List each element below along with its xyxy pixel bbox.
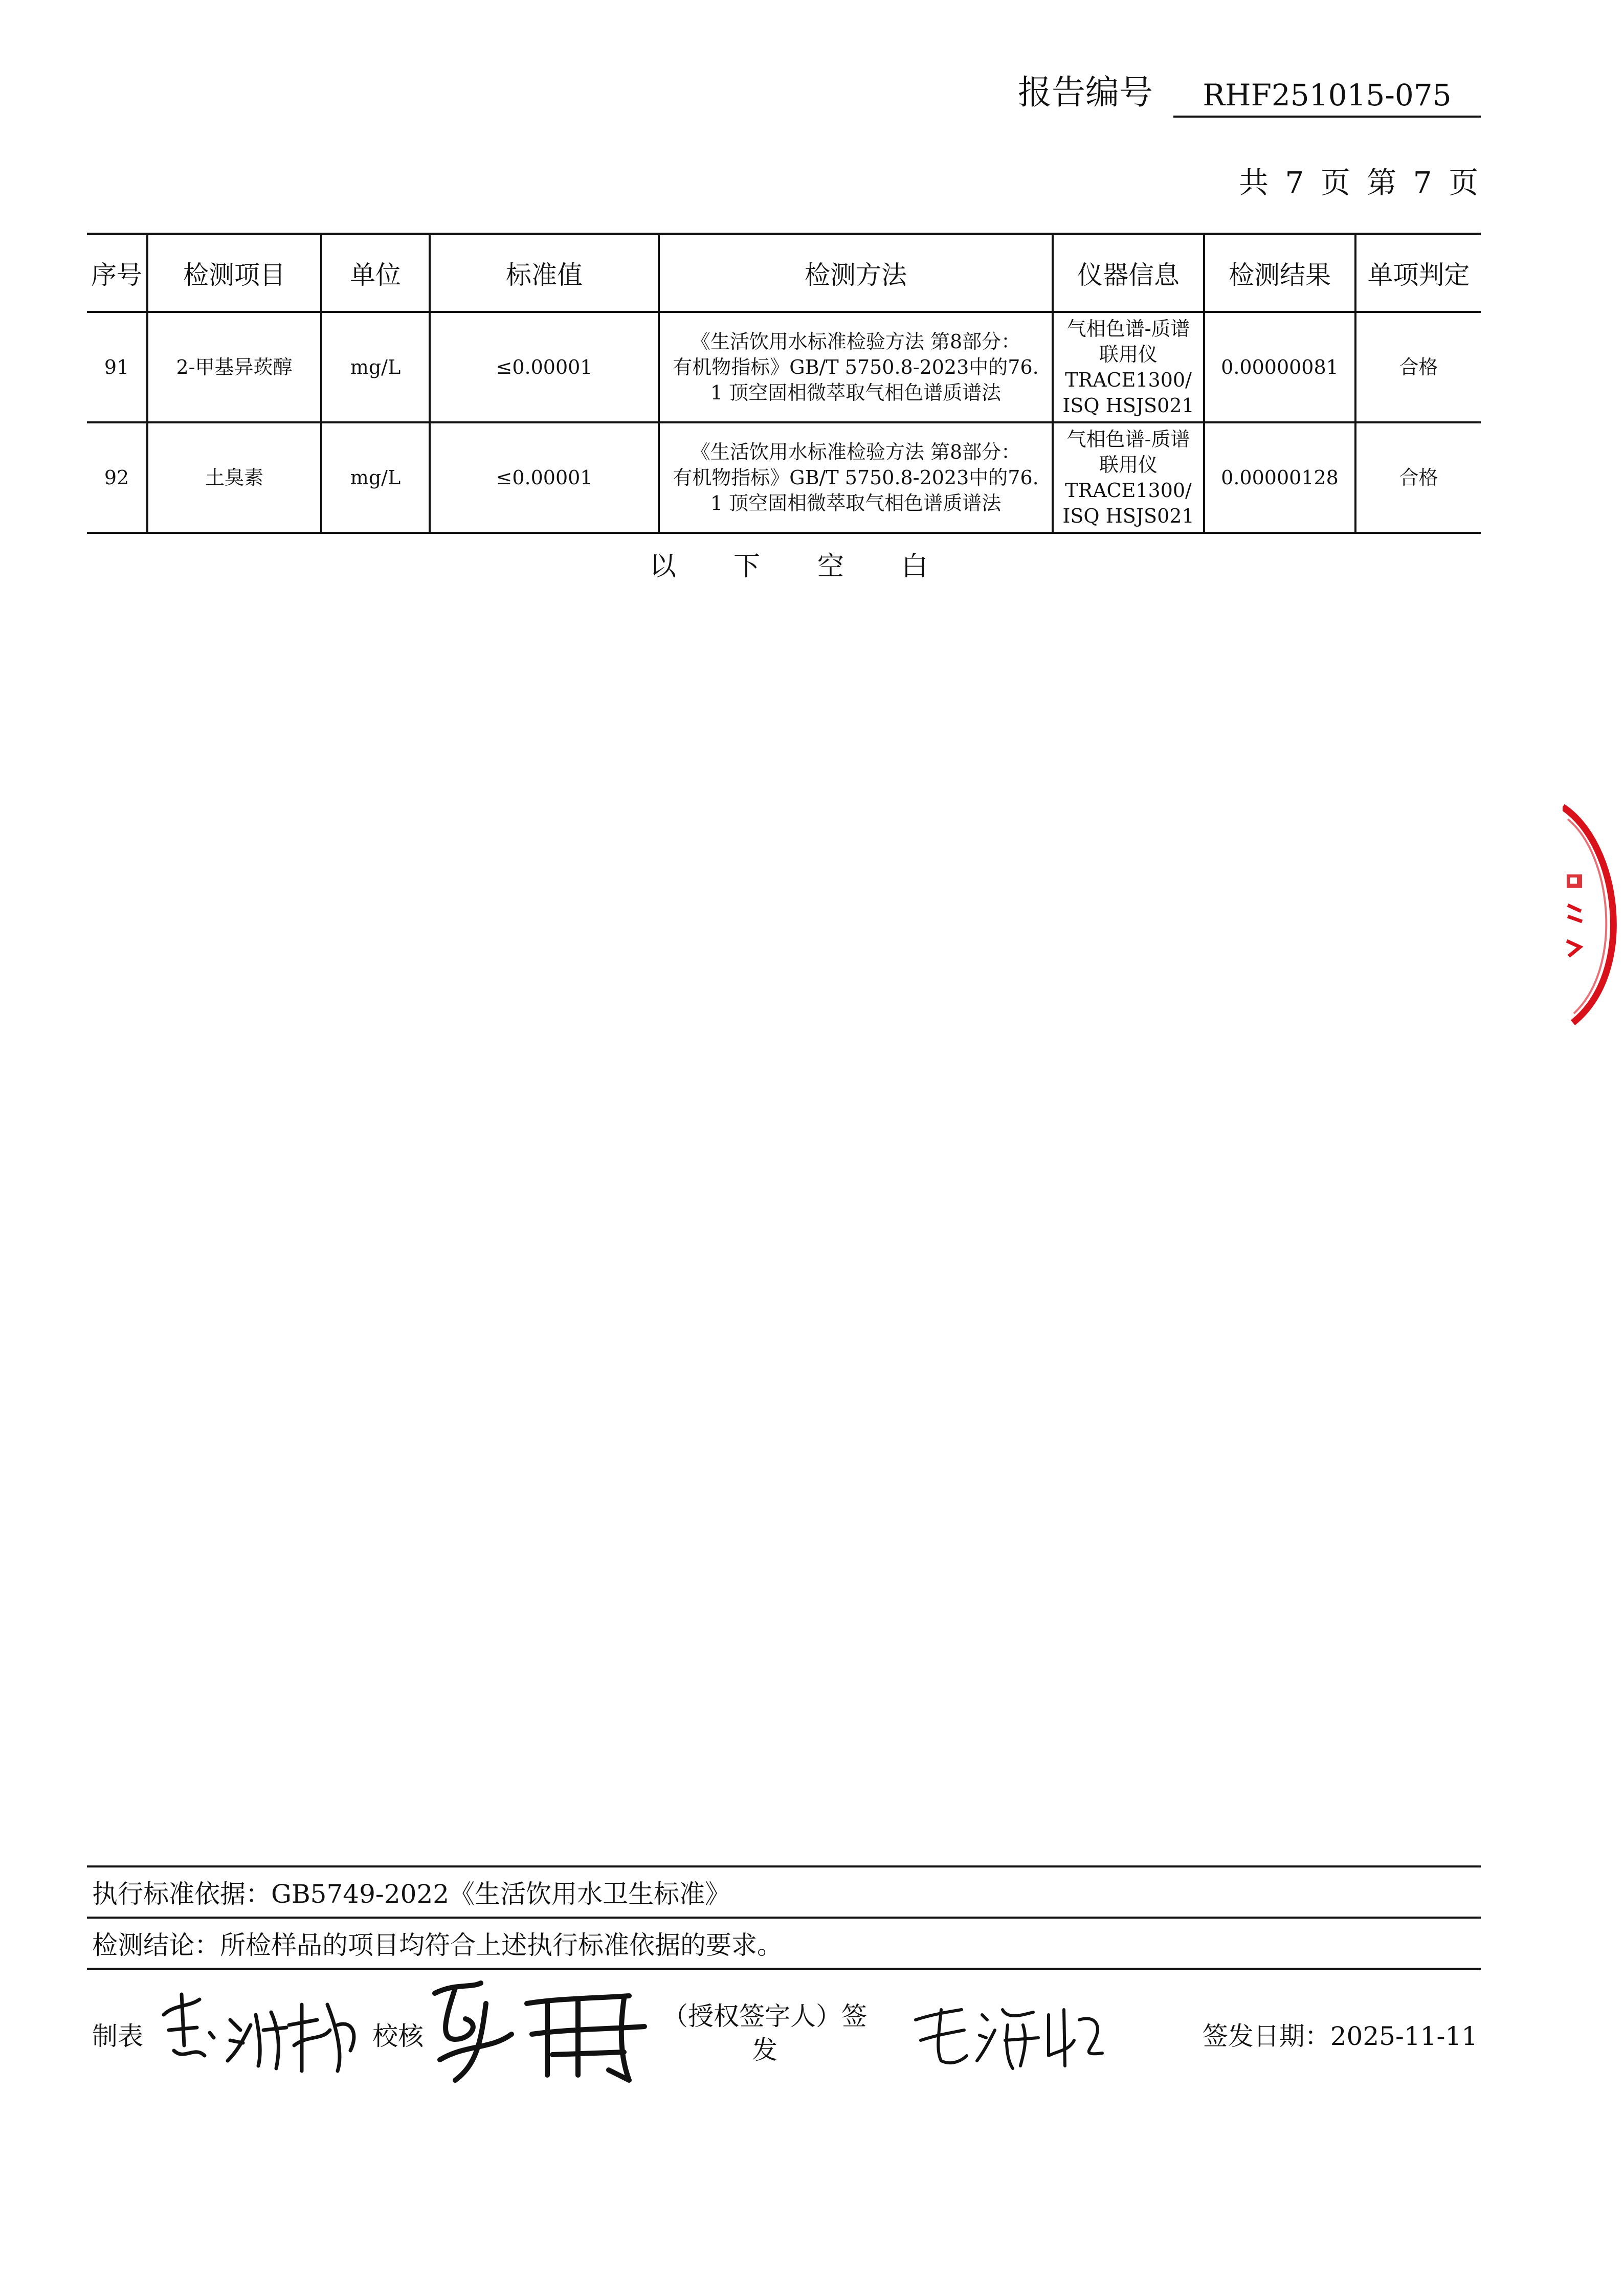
method-line: 有机物指标》GB/T 5750.8-2023中的76. [673, 356, 1039, 378]
issuer-label-line: （授权签字人）签 [662, 2001, 867, 2031]
cell-limit: ≤0.00001 [430, 422, 659, 533]
cell-item: 2-甲基异莰醇 [147, 312, 321, 422]
footer-block [87, 1865, 1481, 1970]
results-table [87, 233, 1481, 534]
method-line: 1 顶空固相微萃取气相色谱质谱法 [710, 492, 1002, 514]
method-line: 有机物指标》GB/T 5750.8-2023中的76. [673, 466, 1039, 489]
instrument-line: TRACE1300/ [1065, 369, 1192, 391]
col-header-no: 序号 [87, 234, 147, 312]
table-row [87, 312, 1481, 422]
cell-verdict: 合格 [1355, 312, 1481, 422]
maker-label: 制表 [92, 2021, 143, 2051]
seal-stamp [1563, 803, 1624, 1028]
maker-signature [153, 1984, 368, 2086]
col-header-item: 检测项目 [147, 234, 321, 312]
end-of-table-note: 以下空白 [650, 551, 986, 582]
report-number-label: 报告编号 [1018, 73, 1153, 112]
cell-instrument [1053, 312, 1204, 422]
instrument-line: TRACE1300/ [1065, 479, 1192, 502]
col-header-unit: 单位 [321, 234, 430, 312]
cell-item: 土臭素 [147, 422, 321, 533]
method-line: 《生活饮用水标准检验方法 第8部分： [691, 330, 1021, 353]
cell-method [659, 312, 1053, 422]
cell-limit: ≤0.00001 [430, 312, 659, 422]
cell-method [659, 422, 1053, 533]
method-line: 《生活饮用水标准检验方法 第8部分： [691, 441, 1021, 463]
col-header-instrument: 仪器信息 [1053, 234, 1204, 312]
issuer-label [662, 1999, 867, 2067]
col-header-method: 检测方法 [659, 234, 1053, 312]
instrument-line: 气相色谱-质谱 [1066, 318, 1190, 340]
cell-result: 0.00000081 [1204, 312, 1355, 422]
method-line: 1 顶空固相微萃取气相色谱质谱法 [710, 381, 1002, 404]
issuer-label-line: 发 [752, 2035, 777, 2065]
col-header-verdict: 单项判定 [1355, 234, 1481, 312]
cell-unit: mg/L [321, 422, 430, 533]
instrument-line: 气相色谱-质谱 [1066, 428, 1190, 451]
instrument-line: 联用仪 [1099, 343, 1158, 366]
checker-label: 校核 [372, 2021, 424, 2051]
cell-no: 92 [87, 422, 147, 533]
report-number-block [1018, 71, 1481, 118]
table-row [87, 422, 1481, 533]
checker-signature [425, 1973, 655, 2101]
instrument-line: ISQ HSJS021 [1062, 505, 1194, 527]
col-header-limit: 标准值 [430, 234, 659, 312]
conclusion: 检测结论：所检样品的项目均符合上述执行标准依据的要求。 [87, 1917, 1481, 1970]
issue-date: 签发日期：2025-11-11 [1202, 2021, 1478, 2051]
table-header-row [87, 234, 1481, 312]
page-count: 共 7 页 第 7 页 [1239, 165, 1478, 200]
col-header-result: 检测结果 [1204, 234, 1355, 312]
issuer-signature [905, 1989, 1110, 2076]
cell-no: 91 [87, 312, 147, 422]
cell-unit: mg/L [321, 312, 430, 422]
cell-instrument [1053, 422, 1204, 533]
instrument-line: 联用仪 [1099, 454, 1158, 476]
cell-result: 0.00000128 [1204, 422, 1355, 533]
signature-row [87, 1979, 1481, 2091]
instrument-line: ISQ HSJS021 [1062, 394, 1194, 417]
standard-basis: 执行标准依据：GB5749-2022《生活饮用水卫生标准》 [87, 1865, 1481, 1917]
cell-verdict: 合格 [1355, 422, 1481, 533]
report-number-value: RHF251015-075 [1173, 78, 1481, 118]
